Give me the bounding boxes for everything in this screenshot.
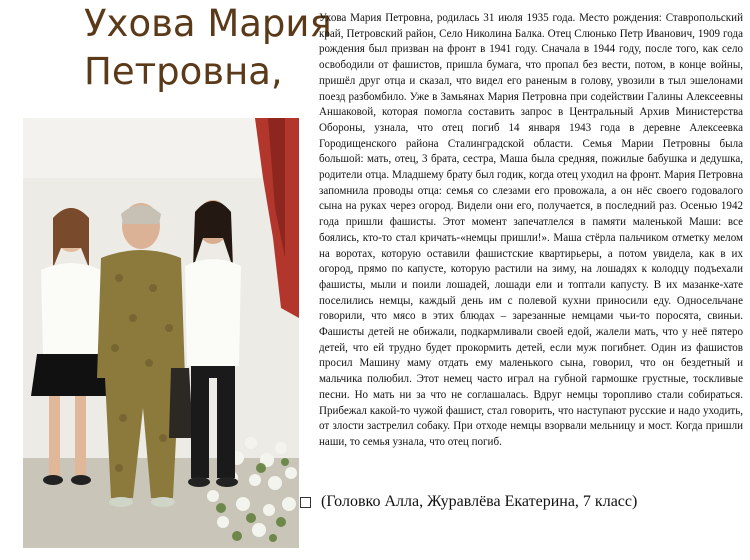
biography-text: Ухова Мария Петровна, родилась 31 июля 1935 года. Место рождения: Ставропольский край, Петровский район, Село Николина Балка. Отец Слюнько Петр Иванович, 1909 года рождения был призван на фронт в 1941 году. Сначала в 1944 году, после того, как село освободили от фашистов, пришла бумага, что пропал без вести, потом, в конце войны, пришёл друг отца и сказал, что видел его раненым в голову, увозили в тыл эшелонами поезд разбомбило. Уже в Замьянах Мария Петровна при содействии Галины Алексеевны Аншаковой, которая помогла составить запрос в Центральный Архив Министерства Обороны, узнала, что отец погиб 14 января 1943 года в деревне Алексеевка Городищенского района Сталинградской области. Семья Марии Петровны была большой: мать, отец, 3 брата, сестра, Маша была средняя, пожилые бабушка и дедушка, родители отца. Младшему брату был годик, когда отец уходил на фронт. Мария Петровна запомнила проводы отца: семья со слезами его провожала, а он нёс своего годовалого сына на руках через огород. Видели они его, получается, в последний раз. Осенью 1942 года пришли фашисты. Этот момент запечатлелся в памяти маленькой Маши: все боялись, кто-то стал кричать-«немцы пришли!». Маша стёрла пальчиком отметку мелом на воротах, которую оставили фашистские квартирьеры, а потом увидела, как в их огород, прямо по капусте, которую растили на зиму, на лошадях к колодцу подъехали фашисты, мыли и поили лошадей, лошади ели и топтали капусту. В их мазанке-хате поселились немцы, каждый день им с полевой кухни приносили еду. Односельчане говорили, что мясо в этих блюдах – зарезанные немцами чьи-то поросята, свиньи. Фашисты детей не обижали, подкармливали своей едой, жалели мать, что у неё пятеро детей, что ей трудно будет прокормить детей, если муж погибнет. Один из фашистов просил Машину маму отдать ему маленького сына, говорил, что он бездетный и мальчика полюбил. Этот немец часто играл на губной гармошке грустные, тоскливые песни. Но мать ни за что не соглашалась. Вдруг немцы торопливо стали собираться. Прибежал какой-то чужой фашист, стал говорить, что наступают русские и надо уходить, от злости застрелил собаку. При отходе немцы взорвали мельницу и мост. Когда пришли наши, то семья узнала, что отец погиб. <box>319 12 743 448</box>
caption-text: (Головко Алла, Журавлёва Екатерина, 7 класс) <box>321 493 638 510</box>
title-line-2: Петровна, <box>84 50 283 93</box>
caption <box>300 493 740 511</box>
title-line-1: Ухова Мария <box>84 2 332 45</box>
group-photo <box>23 118 299 548</box>
bullet-icon <box>300 497 311 508</box>
slide-title <box>84 0 332 96</box>
